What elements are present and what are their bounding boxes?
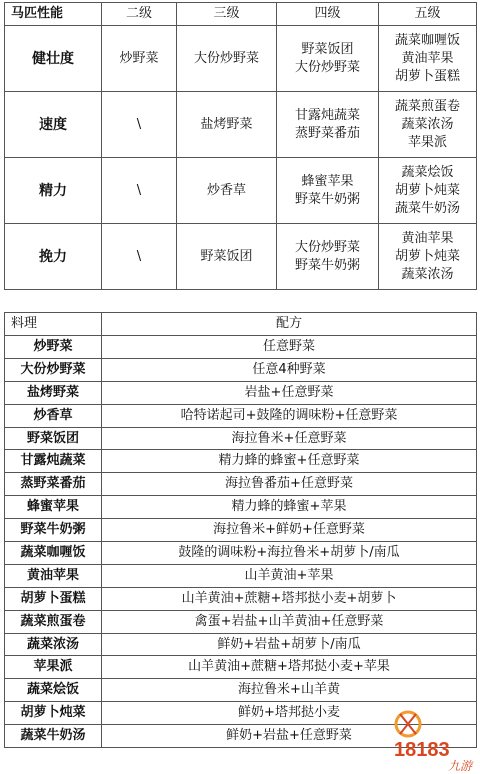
stats-row bbox=[5, 92, 477, 158]
dish-name: 蔬菜浓汤 bbox=[401, 116, 454, 132]
dish-name: \ bbox=[136, 248, 142, 264]
recipe-ingredients: 海拉鲁米+鲜奶+任意野菜 bbox=[102, 519, 477, 542]
recipes-body bbox=[5, 336, 477, 748]
dish-name: 胡萝卜炖菜 bbox=[394, 182, 460, 198]
dish-name: 炒香草 bbox=[206, 182, 246, 198]
recipe-dish-name: 盐烤野菜 bbox=[5, 381, 102, 404]
recipe-ingredients: 海拉鲁番茄+任意野菜 bbox=[102, 473, 477, 496]
recipe-dish-name: 胡萝卜炖菜 bbox=[5, 702, 102, 725]
recipe-header-row bbox=[5, 313, 477, 336]
recipe-ingredients: 岩盐+任意野菜 bbox=[102, 381, 477, 404]
dish-name: 盐烤野菜 bbox=[200, 116, 253, 132]
dish-name: 甘露炖蔬菜 bbox=[294, 107, 360, 123]
dish-name: 蔬菜煎蛋卷 bbox=[394, 98, 460, 114]
header-level-5: 五级 bbox=[379, 3, 477, 26]
recipe-dish-name: 蜂蜜苹果 bbox=[5, 496, 102, 519]
watermark-cross-icon bbox=[400, 714, 416, 734]
dish-name: 蔬菜浓汤 bbox=[401, 266, 454, 282]
recipe-ingredients: 山羊黄油+蔗糖+塔邦挞小麦+胡萝卜 bbox=[102, 587, 477, 610]
recipe-dish-name: 蔬菜咖喱饭 bbox=[5, 542, 102, 565]
recipe-dish-name: 蔬菜烩饭 bbox=[5, 679, 102, 702]
header-dish: 料理 bbox=[5, 313, 102, 336]
dish-name: 大份炒野菜 bbox=[294, 59, 360, 75]
recipe-ingredients: 精力蜂的蜂蜜+任意野菜 bbox=[102, 450, 477, 473]
recipe-ingredients: 鼓隆的调味粉+海拉鲁米+胡萝卜/南瓜 bbox=[102, 542, 477, 565]
dish-name: 蒸野菜番茄 bbox=[294, 125, 360, 141]
recipe-dish-name: 炒香草 bbox=[5, 404, 102, 427]
dish-name: 大份炒野菜 bbox=[294, 239, 360, 255]
stats-cell-lv5 bbox=[379, 158, 477, 224]
stats-cell-lv3 bbox=[177, 224, 277, 290]
recipe-row bbox=[5, 336, 477, 359]
recipe-table bbox=[4, 312, 477, 748]
stats-row bbox=[5, 26, 477, 92]
header-level-4: 四级 bbox=[277, 3, 379, 26]
recipe-ingredients: 山羊黄油+蔗糖+塔邦挞小麦+苹果 bbox=[102, 656, 477, 679]
recipe-ingredients: 哈特诺起司+鼓隆的调味粉+任意野菜 bbox=[102, 404, 477, 427]
recipe-row bbox=[5, 633, 477, 656]
stats-cell-lv5 bbox=[379, 92, 477, 158]
recipe-ingredients: 山羊黄油+苹果 bbox=[102, 564, 477, 587]
recipe-dish-name: 野菜牛奶粥 bbox=[5, 519, 102, 542]
recipe-dish-name: 苹果派 bbox=[5, 656, 102, 679]
header-recipe: 配方 bbox=[102, 313, 477, 336]
stats-cell-lv2 bbox=[102, 26, 177, 92]
recipe-row bbox=[5, 427, 477, 450]
recipe-row bbox=[5, 656, 477, 679]
stats-cell-lv2 bbox=[102, 158, 177, 224]
dish-name: 蔬菜牛奶汤 bbox=[394, 200, 460, 216]
stats-row bbox=[5, 224, 477, 290]
recipe-ingredients: 海拉鲁米+任意野菜 bbox=[102, 427, 477, 450]
stats-cell-lv4 bbox=[277, 92, 379, 158]
site-watermark-logo bbox=[386, 700, 478, 772]
stats-cell-lv2 bbox=[102, 224, 177, 290]
dish-name: 大份炒野菜 bbox=[193, 50, 259, 66]
stats-header-row bbox=[5, 3, 477, 26]
stats-cell-lv5 bbox=[379, 26, 477, 92]
stats-cell-lv4 bbox=[277, 224, 379, 290]
recipe-ingredients: 鲜奶+岩盐+任意野菜 bbox=[102, 725, 477, 748]
recipe-row bbox=[5, 404, 477, 427]
dish-name: 黄油苹果 bbox=[401, 50, 454, 66]
header-level-3: 三级 bbox=[177, 3, 277, 26]
recipe-row bbox=[5, 519, 477, 542]
recipe-dish-name: 野菜饭团 bbox=[5, 427, 102, 450]
recipe-dish-name: 蔬菜浓汤 bbox=[5, 633, 102, 656]
recipe-dish-name: 蒸野菜番茄 bbox=[5, 473, 102, 496]
recipe-row bbox=[5, 679, 477, 702]
recipe-ingredients: 鲜奶+岩盐+胡萝卜/南瓜 bbox=[102, 633, 477, 656]
dish-name: 苹果派 bbox=[407, 134, 447, 150]
dish-name: 黄油苹果 bbox=[401, 230, 454, 246]
recipe-ingredients: 任意4种野菜 bbox=[102, 358, 477, 381]
horse-stats-table bbox=[4, 2, 477, 290]
dish-name: 蔬菜烩饭 bbox=[401, 164, 454, 180]
stats-body bbox=[5, 26, 477, 290]
watermark-subtext: 九游 bbox=[448, 759, 473, 772]
stats-cell-lv3 bbox=[177, 26, 277, 92]
recipe-row bbox=[5, 610, 477, 633]
recipe-ingredients: 禽蛋+岩盐+山羊黄油+任意野菜 bbox=[102, 610, 477, 633]
recipe-row bbox=[5, 542, 477, 565]
dish-name: 胡萝卜蛋糕 bbox=[394, 68, 460, 84]
stats-attribute: 健壮度 bbox=[5, 26, 102, 92]
header-level-2: 二级 bbox=[102, 3, 177, 26]
dish-name: 野菜牛奶粥 bbox=[294, 191, 360, 207]
recipe-ingredients: 鲜奶+塔邦挞小麦 bbox=[102, 702, 477, 725]
dish-name: 野菜牛奶粥 bbox=[294, 257, 360, 273]
header-horse-stat: 马匹性能 bbox=[5, 3, 102, 26]
dish-name: \ bbox=[136, 182, 142, 198]
dish-name: 蔬菜咖喱饭 bbox=[394, 32, 460, 48]
recipe-dish-name: 炒野菜 bbox=[5, 336, 102, 359]
stats-row bbox=[5, 158, 477, 224]
recipe-dish-name: 大份炒野菜 bbox=[5, 358, 102, 381]
recipe-ingredients: 任意野菜 bbox=[102, 336, 477, 359]
dish-name: \ bbox=[136, 116, 142, 132]
recipe-row bbox=[5, 496, 477, 519]
stats-cell-lv2 bbox=[102, 92, 177, 158]
recipe-row bbox=[5, 358, 477, 381]
stats-cell-lv5 bbox=[379, 224, 477, 290]
recipe-ingredients: 海拉鲁米+山羊黄 bbox=[102, 679, 477, 702]
stats-cell-lv4 bbox=[277, 158, 379, 224]
recipe-row bbox=[5, 473, 477, 496]
dish-name: 蜂蜜苹果 bbox=[301, 173, 354, 189]
dish-name: 炒野菜 bbox=[119, 50, 159, 66]
recipe-row bbox=[5, 587, 477, 610]
recipe-dish-name: 胡萝卜蛋糕 bbox=[5, 587, 102, 610]
dish-name: 野菜饭团 bbox=[200, 248, 253, 264]
recipe-dish-name: 黄油苹果 bbox=[5, 564, 102, 587]
recipe-row bbox=[5, 450, 477, 473]
dish-name: 野菜饭团 bbox=[301, 41, 354, 57]
recipe-row bbox=[5, 564, 477, 587]
recipe-dish-name: 蔬菜煎蛋卷 bbox=[5, 610, 102, 633]
recipe-dish-name: 蔬菜牛奶汤 bbox=[5, 725, 102, 748]
recipe-ingredients: 精力蜂的蜂蜜+苹果 bbox=[102, 496, 477, 519]
stats-cell-lv4 bbox=[277, 26, 379, 92]
stats-attribute: 挽力 bbox=[5, 224, 102, 290]
stats-cell-lv3 bbox=[177, 158, 277, 224]
recipe-dish-name: 甘露炖蔬菜 bbox=[5, 450, 102, 473]
stats-attribute: 速度 bbox=[5, 92, 102, 158]
recipe-row bbox=[5, 381, 477, 404]
dish-name: 胡萝卜炖菜 bbox=[394, 248, 460, 264]
watermark-text: 18183 bbox=[394, 739, 450, 761]
stats-cell-lv3 bbox=[177, 92, 277, 158]
stats-attribute: 精力 bbox=[5, 158, 102, 224]
